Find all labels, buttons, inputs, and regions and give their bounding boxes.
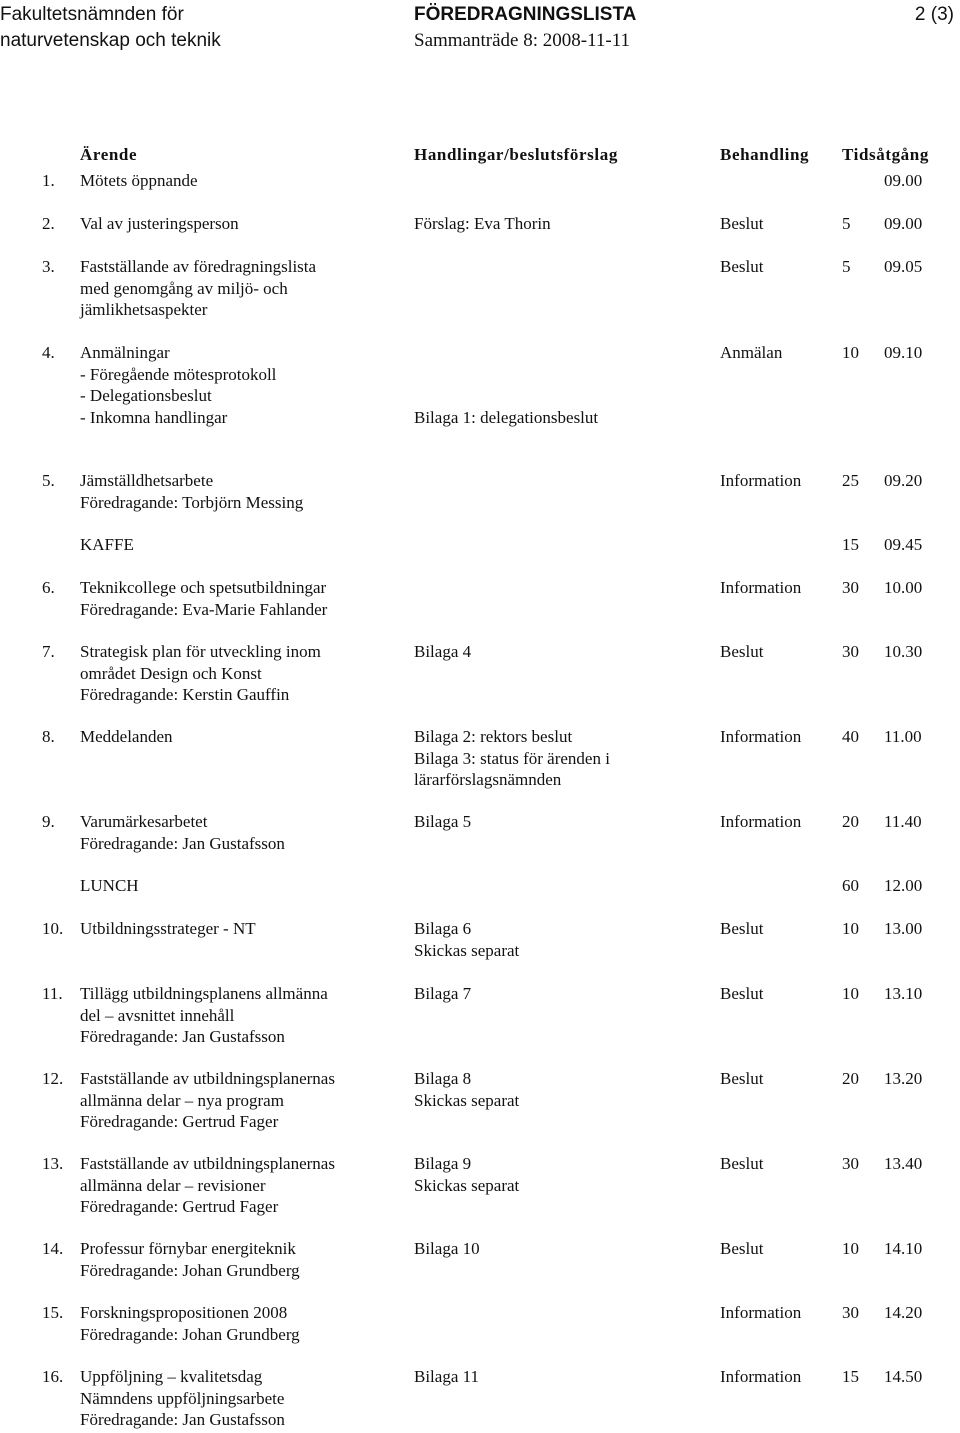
item-title: Meddelanden (80, 727, 173, 746)
item-duration: 15 (842, 535, 859, 554)
item-number: 12. (42, 1069, 64, 1088)
item-title: Fastställande av föredragningslista med genomgång av miljö- och jämlikhetsaspekter (80, 257, 317, 319)
item-start-time: 13.00 (884, 919, 923, 938)
item-duration: 30 (842, 578, 859, 597)
item-duration: 10 (842, 919, 859, 938)
item-duration: 30 (842, 1154, 859, 1173)
item-duration: 10 (842, 984, 859, 1003)
item-start-time: 14.50 (884, 1367, 923, 1386)
item-documents: Bilaga 9 Skickas separat (414, 1154, 520, 1195)
meeting-info: Sammanträde 8: 2008-11-11 (414, 30, 630, 51)
item-handling: Beslut (720, 1154, 764, 1173)
item-handling: Beslut (720, 984, 764, 1003)
item-start-time: 14.10 (884, 1239, 923, 1258)
item-start-time: 12.00 (884, 876, 923, 895)
item-handling: Beslut (720, 642, 764, 661)
item-title: Fastställande av utbildningsplanernas allmänna delar – nya program Föredragande: Gertrud Fager (80, 1069, 335, 1131)
item-number: 11. (42, 984, 63, 1003)
item-documents: Bilaga 11 (414, 1367, 479, 1386)
item-start-time: 09.00 (884, 214, 923, 233)
item-start-time: 11.00 (884, 727, 922, 746)
item-documents: Förslag: Eva Thorin (414, 214, 551, 233)
column-header-handling: Behandling (720, 145, 810, 164)
item-number: 10. (42, 919, 64, 938)
item-start-time: 09.05 (884, 257, 923, 276)
column-header-item: Ärende (80, 145, 138, 164)
document-title: FÖREDRAGNINGSLISTA (414, 4, 637, 25)
item-start-time: 13.40 (884, 1154, 923, 1173)
page-number: 2 (3) (914, 4, 954, 25)
column-header-time: Tidsåtgång (842, 145, 929, 164)
item-number: 13. (42, 1154, 64, 1173)
column-header-documents: Handlingar/beslutsförslag (414, 145, 618, 164)
item-start-time: 09.00 (884, 171, 923, 190)
item-start-time: 09.10 (884, 343, 923, 362)
item-handling: Anmälan (720, 343, 783, 362)
item-title: Anmälningar - Föregående mötesprotokoll - Delegationsbeslut - Inkomna handlingar (80, 343, 277, 427)
item-duration: 25 (842, 471, 859, 490)
item-documents: Bilaga 2: rektors beslut Bilaga 3: status för ärenden i lärarförslagsnämnden (414, 727, 610, 789)
item-number: 2. (42, 214, 55, 233)
item-number: 14. (42, 1239, 64, 1258)
page-header (0, 4, 960, 56)
item-title: Forskningspropositionen 2008 Föredragande: Johan Grundberg (80, 1303, 300, 1344)
item-title: Mötets öppnande (80, 171, 198, 190)
item-documents: Bilaga 6 Skickas separat (414, 919, 520, 960)
item-handling: Information (720, 471, 802, 490)
item-handling: Beslut (720, 1239, 764, 1258)
item-duration: 5 (842, 214, 851, 233)
item-start-time: 13.10 (884, 984, 923, 1003)
item-start-time: 11.40 (884, 812, 922, 831)
item-number: 16. (42, 1367, 64, 1386)
item-number: 4. (42, 343, 55, 362)
faculty-name-line2: naturvetenskap och teknik (0, 30, 221, 51)
item-documents: Bilaga 1: delegationsbeslut (414, 407, 599, 427)
item-number: 15. (42, 1303, 64, 1322)
faculty-name-line1: Fakultetsnämnden för (0, 4, 184, 25)
item-duration: 30 (842, 1303, 859, 1322)
item-duration: 15 (842, 1367, 859, 1386)
item-handling: Information (720, 1367, 802, 1386)
item-number: 3. (42, 257, 55, 276)
item-number: 9. (42, 812, 55, 831)
item-start-time: 14.20 (884, 1303, 923, 1322)
item-title: KAFFE (80, 535, 134, 554)
item-title: Val av justeringsperson (80, 214, 239, 233)
item-handling: Information (720, 812, 802, 831)
item-start-time: 09.20 (884, 471, 923, 490)
item-title: Tillägg utbildningsplanens allmänna del – avsnittet innehåll Föredragande: Jan Gustafsson (80, 984, 328, 1046)
item-number: 6. (42, 578, 55, 597)
item-title: Teknikcollege och spetsutbildningar Föredragande: Eva-Marie Fahlander (80, 578, 328, 619)
item-documents: Bilaga 4 (414, 642, 472, 661)
item-number: 8. (42, 727, 55, 746)
item-title: Fastställande av utbildningsplanernas allmänna delar – revisioner Föredragande: Gertrud Fager (80, 1154, 335, 1216)
item-title: Uppföljning – kvalitetsdag Nämndens uppföljningsarbete Föredragande: Jan Gustafsson (80, 1367, 285, 1429)
item-title: Jämställdhetsarbete Föredragande: Torbjörn Messing (80, 471, 304, 512)
item-duration: 10 (842, 343, 859, 362)
item-start-time: 09.45 (884, 535, 923, 554)
item-number: 1. (42, 171, 55, 190)
item-start-time: 10.00 (884, 578, 923, 597)
item-title: Utbildningsstrateger - NT (80, 919, 256, 938)
item-title: LUNCH (80, 876, 139, 895)
item-handling: Information (720, 727, 802, 746)
item-duration: 10 (842, 1239, 859, 1258)
item-documents: Bilaga 8 Skickas separat (414, 1069, 520, 1110)
item-start-time: 13.20 (884, 1069, 923, 1088)
item-handling: Information (720, 1303, 802, 1322)
item-duration: 30 (842, 642, 859, 661)
item-handling: Information (720, 578, 802, 597)
item-handling: Beslut (720, 214, 764, 233)
item-documents: Bilaga 7 (414, 984, 472, 1003)
item-handling: Beslut (720, 257, 764, 276)
item-duration: 20 (842, 812, 859, 831)
item-title: Varumärkesarbetet Föredragande: Jan Gustafsson (80, 812, 285, 853)
item-number: 5. (42, 471, 55, 490)
item-duration: 40 (842, 727, 859, 746)
item-documents: Bilaga 10 (414, 1239, 480, 1258)
item-number: 7. (42, 642, 55, 661)
item-handling: Beslut (720, 919, 764, 938)
item-start-time: 10.30 (884, 642, 923, 661)
item-duration: 60 (842, 876, 859, 895)
item-duration: 5 (842, 257, 851, 276)
item-handling: Beslut (720, 1069, 764, 1088)
item-duration: 20 (842, 1069, 859, 1088)
item-documents: Bilaga 5 (414, 812, 472, 831)
item-title: Strategisk plan för utveckling inom området Design och Konst Föredragande: Kerstin Gauffin (80, 642, 321, 704)
item-title: Professur förnybar energiteknik Föredragande: Johan Grundberg (80, 1239, 300, 1280)
